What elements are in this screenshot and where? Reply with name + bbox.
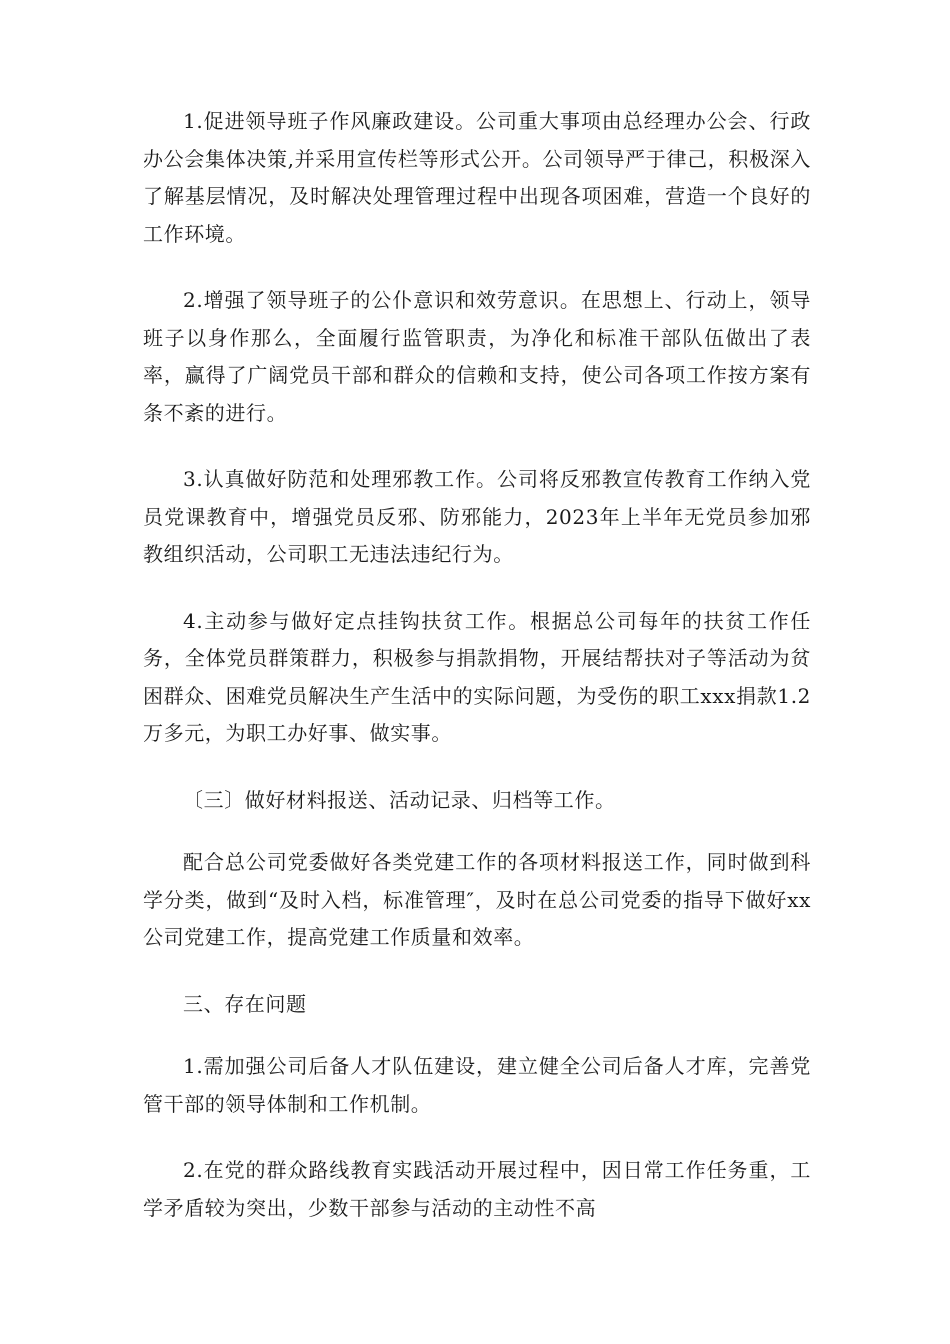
paragraph-leadership-integrity: 1.促进领导班子作风廉政建设。公司重大事项由总经理办公会、行政办公会集体决策,并采用宣传栏等形式公开。公司领导严于律己，积极深入了解基层情况，及时解决处理管理过程中出现各项困难，营造一个良好的工作环境。 [143, 109, 811, 246]
paragraph-service-awareness: 2.增强了领导班子的公仆意识和效劳意识。在思想上、行动上，领导班子以身作那么，全面履行监管职责，为净化和标准干部队伍做出了表率，赢得了广阔党员干部和群众的信赖和支持，使公司各项工作按方案有条不紊的进行。 [143, 288, 811, 425]
section-heading-materials: 〔三〕做好材料报送、活动记录、归档等工作。 [183, 787, 616, 812]
paragraph-anti-cult-work: 3.认真做好防范和处理邪教工作。公司将反邪教宣传教育工作纳入党员党课教育中，增强党员反邪、防邪能力，2023年上半年无党员参加邪教组织活动，公司职工无违法违纪行为。 [143, 467, 811, 566]
paragraph-materials-reporting: 配合总公司党委做好各类党建工作的各项材料报送工作，同时做到科学分类，做到“及时入档，标准管理″，及时在总公司党委的指导下做好xx公司党建工作，提高党建工作质量和效率。 [143, 850, 811, 949]
document-body [143, 103, 811, 1256]
paragraph-problem-talent-pool: 1.需加强公司后备人才队伍建设，建立健全公司后备人才库，完善党管干部的领导体制和工作机制。 [143, 1054, 811, 1116]
paragraph-poverty-alleviation: 4.主动参与做好定点挂钩扶贫工作。根据总公司每年的扶贫工作任务，全体党员群策群力，积极参与捐款捐物，开展结帮扶对子等活动为贫困群众、困难党员解决生产生活中的实际问题，为受伤的职工xxx捐款1.2万多元，为职工办好事、做实事。 [143, 608, 811, 745]
paragraph-problem-participation: 2.在党的群众路线教育实践活动开展过程中，因日常工作任务重，工学矛盾较为突出，少数干部参与活动的主动性不高 [143, 1158, 811, 1220]
section-heading-problems: 三、存在问题 [183, 991, 307, 1016]
